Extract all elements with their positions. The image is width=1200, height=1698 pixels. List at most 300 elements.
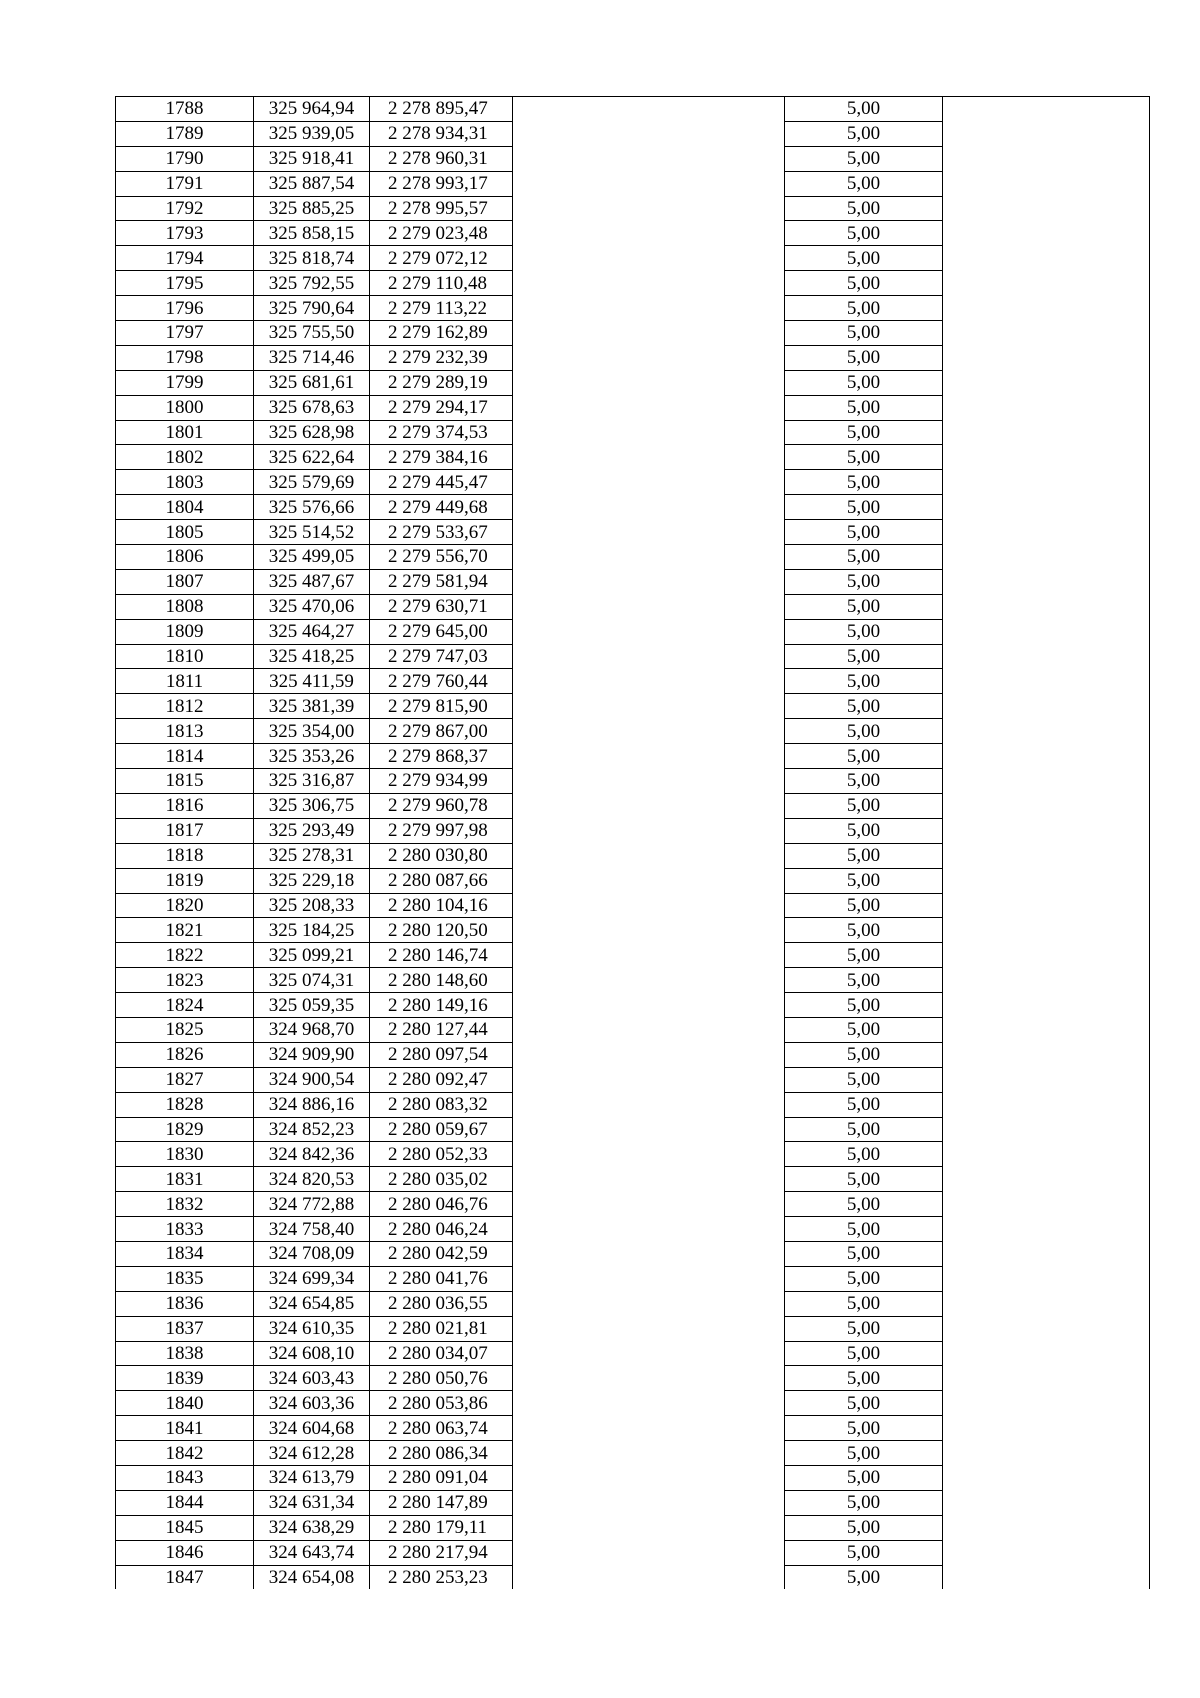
x-coordinate-cell: 324 603,36 xyxy=(254,1391,370,1416)
empty-cell xyxy=(943,918,1150,943)
x-coordinate-cell: 324 909,90 xyxy=(254,1042,370,1067)
point-number-cell: 1845 xyxy=(116,1515,254,1540)
empty-cell xyxy=(943,1142,1150,1167)
empty-cell xyxy=(943,97,1150,122)
table-row xyxy=(116,843,1150,868)
value-cell: 5,00 xyxy=(785,818,943,843)
table-row xyxy=(116,296,1150,321)
table-row xyxy=(116,1291,1150,1316)
empty-cell xyxy=(513,1465,785,1490)
empty-cell xyxy=(943,1291,1150,1316)
value-cell: 5,00 xyxy=(785,1192,943,1217)
empty-cell xyxy=(513,271,785,296)
point-number-cell: 1806 xyxy=(116,545,254,570)
point-number-cell: 1828 xyxy=(116,1092,254,1117)
empty-cell xyxy=(943,893,1150,918)
point-number-cell: 1796 xyxy=(116,296,254,321)
empty-cell xyxy=(943,1266,1150,1291)
y-coordinate-cell: 2 280 034,07 xyxy=(370,1341,513,1366)
y-coordinate-cell: 2 280 097,54 xyxy=(370,1042,513,1067)
empty-cell xyxy=(943,1316,1150,1341)
y-coordinate-cell: 2 280 035,02 xyxy=(370,1167,513,1192)
value-cell: 5,00 xyxy=(785,1167,943,1192)
y-coordinate-cell: 2 280 120,50 xyxy=(370,918,513,943)
table-row xyxy=(116,520,1150,545)
empty-cell xyxy=(513,744,785,769)
value-cell: 5,00 xyxy=(785,1217,943,1242)
x-coordinate-cell: 324 968,70 xyxy=(254,1017,370,1042)
y-coordinate-cell: 2 279 384,16 xyxy=(370,445,513,470)
y-coordinate-cell: 2 280 083,32 xyxy=(370,1092,513,1117)
empty-cell xyxy=(513,1565,785,1589)
value-cell: 5,00 xyxy=(785,545,943,570)
empty-cell xyxy=(943,520,1150,545)
empty-cell xyxy=(513,370,785,395)
table-row xyxy=(116,246,1150,271)
table-row xyxy=(116,1092,1150,1117)
empty-cell xyxy=(513,569,785,594)
empty-cell xyxy=(943,719,1150,744)
value-cell: 5,00 xyxy=(785,271,943,296)
empty-cell xyxy=(513,1515,785,1540)
table-row xyxy=(116,121,1150,146)
y-coordinate-cell: 2 280 092,47 xyxy=(370,1067,513,1092)
empty-cell xyxy=(513,1067,785,1092)
value-cell: 5,00 xyxy=(785,370,943,395)
table-row xyxy=(116,1465,1150,1490)
y-coordinate-cell: 2 279 581,94 xyxy=(370,569,513,594)
x-coordinate-cell: 324 603,43 xyxy=(254,1366,370,1391)
point-number-cell: 1838 xyxy=(116,1341,254,1366)
value-cell: 5,00 xyxy=(785,918,943,943)
x-coordinate-cell: 325 208,33 xyxy=(254,893,370,918)
y-coordinate-cell: 2 280 217,94 xyxy=(370,1540,513,1565)
value-cell: 5,00 xyxy=(785,843,943,868)
table-row xyxy=(116,146,1150,171)
x-coordinate-cell: 325 418,25 xyxy=(254,644,370,669)
empty-cell xyxy=(513,843,785,868)
value-cell: 5,00 xyxy=(785,171,943,196)
empty-cell xyxy=(943,1515,1150,1540)
y-coordinate-cell: 2 279 815,90 xyxy=(370,694,513,719)
empty-cell xyxy=(943,1366,1150,1391)
table-row xyxy=(116,370,1150,395)
empty-cell xyxy=(943,1192,1150,1217)
point-number-cell: 1815 xyxy=(116,769,254,794)
value-cell: 5,00 xyxy=(785,1266,943,1291)
empty-cell xyxy=(513,1540,785,1565)
value-cell: 5,00 xyxy=(785,569,943,594)
point-number-cell: 1831 xyxy=(116,1167,254,1192)
empty-cell xyxy=(943,1465,1150,1490)
point-number-cell: 1803 xyxy=(116,470,254,495)
empty-cell xyxy=(943,694,1150,719)
empty-cell xyxy=(943,1017,1150,1042)
point-number-cell: 1800 xyxy=(116,395,254,420)
empty-cell xyxy=(513,196,785,221)
point-number-cell: 1833 xyxy=(116,1217,254,1242)
x-coordinate-cell: 325 464,27 xyxy=(254,619,370,644)
point-number-cell: 1813 xyxy=(116,719,254,744)
y-coordinate-cell: 2 279 294,17 xyxy=(370,395,513,420)
point-number-cell: 1826 xyxy=(116,1042,254,1067)
value-cell: 5,00 xyxy=(785,993,943,1018)
empty-cell xyxy=(513,1291,785,1316)
empty-cell xyxy=(943,669,1150,694)
x-coordinate-cell: 324 638,29 xyxy=(254,1515,370,1540)
value-cell: 5,00 xyxy=(785,196,943,221)
empty-cell xyxy=(943,1391,1150,1416)
x-coordinate-cell: 325 918,41 xyxy=(254,146,370,171)
empty-cell xyxy=(513,1142,785,1167)
empty-cell xyxy=(943,1241,1150,1266)
x-coordinate-cell: 325 293,49 xyxy=(254,818,370,843)
point-number-cell: 1792 xyxy=(116,196,254,221)
point-number-cell: 1799 xyxy=(116,370,254,395)
empty-cell xyxy=(943,395,1150,420)
table-row xyxy=(116,1217,1150,1242)
value-cell: 5,00 xyxy=(785,1341,943,1366)
x-coordinate-cell: 324 900,54 xyxy=(254,1067,370,1092)
y-coordinate-cell: 2 279 747,03 xyxy=(370,644,513,669)
empty-cell xyxy=(513,719,785,744)
y-coordinate-cell: 2 279 232,39 xyxy=(370,345,513,370)
empty-cell xyxy=(943,569,1150,594)
y-coordinate-cell: 2 280 253,23 xyxy=(370,1565,513,1589)
value-cell: 5,00 xyxy=(785,1117,943,1142)
empty-cell xyxy=(513,1241,785,1266)
empty-cell xyxy=(513,1117,785,1142)
table-row xyxy=(116,171,1150,196)
table-row xyxy=(116,445,1150,470)
point-number-cell: 1830 xyxy=(116,1142,254,1167)
table-row xyxy=(116,470,1150,495)
value-cell: 5,00 xyxy=(785,1092,943,1117)
value-cell: 5,00 xyxy=(785,445,943,470)
x-coordinate-cell: 325 306,75 xyxy=(254,793,370,818)
x-coordinate-cell: 324 613,79 xyxy=(254,1465,370,1490)
empty-cell xyxy=(513,943,785,968)
y-coordinate-cell: 2 280 030,80 xyxy=(370,843,513,868)
table-row xyxy=(116,993,1150,1018)
empty-cell xyxy=(513,644,785,669)
table-row xyxy=(116,569,1150,594)
value-cell: 5,00 xyxy=(785,395,943,420)
point-number-cell: 1846 xyxy=(116,1540,254,1565)
empty-cell xyxy=(943,246,1150,271)
value-cell: 5,00 xyxy=(785,321,943,346)
empty-cell xyxy=(943,370,1150,395)
y-coordinate-cell: 2 278 934,31 xyxy=(370,121,513,146)
value-cell: 5,00 xyxy=(785,1241,943,1266)
empty-cell xyxy=(943,619,1150,644)
value-cell: 5,00 xyxy=(785,1465,943,1490)
value-cell: 5,00 xyxy=(785,719,943,744)
empty-cell xyxy=(943,296,1150,321)
point-number-cell: 1789 xyxy=(116,121,254,146)
y-coordinate-cell: 2 280 042,59 xyxy=(370,1241,513,1266)
y-coordinate-cell: 2 279 934,99 xyxy=(370,769,513,794)
x-coordinate-cell: 325 184,25 xyxy=(254,918,370,943)
value-cell: 5,00 xyxy=(785,1366,943,1391)
empty-cell xyxy=(943,121,1150,146)
point-number-cell: 1823 xyxy=(116,968,254,993)
x-coordinate-cell: 324 654,85 xyxy=(254,1291,370,1316)
empty-cell xyxy=(513,1192,785,1217)
empty-cell xyxy=(513,1217,785,1242)
point-number-cell: 1844 xyxy=(116,1490,254,1515)
point-number-cell: 1793 xyxy=(116,221,254,246)
table-row xyxy=(116,594,1150,619)
x-coordinate-cell: 325 628,98 xyxy=(254,420,370,445)
empty-cell xyxy=(513,97,785,122)
point-number-cell: 1821 xyxy=(116,918,254,943)
table-row xyxy=(116,1490,1150,1515)
value-cell: 5,00 xyxy=(785,296,943,321)
y-coordinate-cell: 2 280 127,44 xyxy=(370,1017,513,1042)
table-row xyxy=(116,619,1150,644)
value-cell: 5,00 xyxy=(785,1391,943,1416)
x-coordinate-cell: 325 316,87 xyxy=(254,769,370,794)
empty-cell xyxy=(943,769,1150,794)
table-row xyxy=(116,1366,1150,1391)
empty-cell xyxy=(943,993,1150,1018)
empty-cell xyxy=(943,1092,1150,1117)
y-coordinate-cell: 2 279 533,67 xyxy=(370,520,513,545)
y-coordinate-cell: 2 279 110,48 xyxy=(370,271,513,296)
value-cell: 5,00 xyxy=(785,1042,943,1067)
value-cell: 5,00 xyxy=(785,345,943,370)
table-row xyxy=(116,1017,1150,1042)
table-row xyxy=(116,97,1150,122)
point-number-cell: 1834 xyxy=(116,1241,254,1266)
y-coordinate-cell: 2 279 289,19 xyxy=(370,370,513,395)
empty-cell xyxy=(513,694,785,719)
table-row xyxy=(116,793,1150,818)
table-row xyxy=(116,1540,1150,1565)
table-row xyxy=(116,420,1150,445)
point-number-cell: 1794 xyxy=(116,246,254,271)
point-number-cell: 1837 xyxy=(116,1316,254,1341)
table-row xyxy=(116,1142,1150,1167)
x-coordinate-cell: 325 790,64 xyxy=(254,296,370,321)
value-cell: 5,00 xyxy=(785,495,943,520)
value-cell: 5,00 xyxy=(785,669,943,694)
empty-cell xyxy=(943,345,1150,370)
point-number-cell: 1827 xyxy=(116,1067,254,1092)
table-row xyxy=(116,818,1150,843)
empty-cell xyxy=(943,644,1150,669)
empty-cell xyxy=(943,843,1150,868)
value-cell: 5,00 xyxy=(785,121,943,146)
x-coordinate-cell: 325 411,59 xyxy=(254,669,370,694)
value-cell: 5,00 xyxy=(785,97,943,122)
value-cell: 5,00 xyxy=(785,1515,943,1540)
x-coordinate-cell: 325 622,64 xyxy=(254,445,370,470)
point-number-cell: 1843 xyxy=(116,1465,254,1490)
empty-cell xyxy=(513,470,785,495)
table-row xyxy=(116,1391,1150,1416)
empty-cell xyxy=(943,744,1150,769)
value-cell: 5,00 xyxy=(785,769,943,794)
x-coordinate-cell: 324 608,10 xyxy=(254,1341,370,1366)
table-row xyxy=(116,1117,1150,1142)
point-number-cell: 1820 xyxy=(116,893,254,918)
x-coordinate-cell: 324 820,53 xyxy=(254,1167,370,1192)
empty-cell xyxy=(943,545,1150,570)
y-coordinate-cell: 2 278 960,31 xyxy=(370,146,513,171)
empty-cell xyxy=(513,1266,785,1291)
y-coordinate-cell: 2 280 104,16 xyxy=(370,893,513,918)
value-cell: 5,00 xyxy=(785,594,943,619)
empty-cell xyxy=(513,321,785,346)
empty-cell xyxy=(943,221,1150,246)
y-coordinate-cell: 2 279 072,12 xyxy=(370,246,513,271)
table-row xyxy=(116,968,1150,993)
y-coordinate-cell: 2 279 997,98 xyxy=(370,818,513,843)
x-coordinate-cell: 324 758,40 xyxy=(254,1217,370,1242)
value-cell: 5,00 xyxy=(785,968,943,993)
point-number-cell: 1811 xyxy=(116,669,254,694)
table-row xyxy=(116,271,1150,296)
x-coordinate-cell: 325 099,21 xyxy=(254,943,370,968)
y-coordinate-cell: 2 279 556,70 xyxy=(370,545,513,570)
point-number-cell: 1810 xyxy=(116,644,254,669)
empty-cell xyxy=(943,968,1150,993)
point-number-cell: 1839 xyxy=(116,1366,254,1391)
table-row xyxy=(116,1241,1150,1266)
y-coordinate-cell: 2 279 867,00 xyxy=(370,719,513,744)
empty-cell xyxy=(943,1416,1150,1441)
x-coordinate-cell: 324 631,34 xyxy=(254,1490,370,1515)
x-coordinate-cell: 324 604,68 xyxy=(254,1416,370,1441)
x-coordinate-cell: 325 887,54 xyxy=(254,171,370,196)
value-cell: 5,00 xyxy=(785,1565,943,1589)
value-cell: 5,00 xyxy=(785,1017,943,1042)
empty-cell xyxy=(943,1167,1150,1192)
point-number-cell: 1816 xyxy=(116,793,254,818)
table-row xyxy=(116,1441,1150,1466)
y-coordinate-cell: 2 280 147,89 xyxy=(370,1490,513,1515)
value-cell: 5,00 xyxy=(785,868,943,893)
empty-cell xyxy=(943,470,1150,495)
y-coordinate-cell: 2 278 895,47 xyxy=(370,97,513,122)
x-coordinate-cell: 325 858,15 xyxy=(254,221,370,246)
empty-cell xyxy=(513,1316,785,1341)
point-number-cell: 1832 xyxy=(116,1192,254,1217)
empty-cell xyxy=(943,594,1150,619)
y-coordinate-cell: 2 280 036,55 xyxy=(370,1291,513,1316)
table-row xyxy=(116,769,1150,794)
point-number-cell: 1808 xyxy=(116,594,254,619)
y-coordinate-cell: 2 279 162,89 xyxy=(370,321,513,346)
empty-cell xyxy=(513,1416,785,1441)
x-coordinate-cell: 324 699,34 xyxy=(254,1266,370,1291)
x-coordinate-cell: 325 229,18 xyxy=(254,868,370,893)
coordinates-table-body xyxy=(116,97,1150,1590)
value-cell: 5,00 xyxy=(785,246,943,271)
empty-cell xyxy=(513,445,785,470)
point-number-cell: 1840 xyxy=(116,1391,254,1416)
value-cell: 5,00 xyxy=(785,644,943,669)
point-number-cell: 1814 xyxy=(116,744,254,769)
y-coordinate-cell: 2 280 053,86 xyxy=(370,1391,513,1416)
table-row xyxy=(116,893,1150,918)
empty-cell xyxy=(513,993,785,1018)
table-row xyxy=(116,1341,1150,1366)
point-number-cell: 1812 xyxy=(116,694,254,719)
x-coordinate-cell: 325 487,67 xyxy=(254,569,370,594)
empty-cell xyxy=(513,545,785,570)
y-coordinate-cell: 2 280 059,67 xyxy=(370,1117,513,1142)
value-cell: 5,00 xyxy=(785,793,943,818)
table-row xyxy=(116,495,1150,520)
table-row xyxy=(116,1067,1150,1092)
y-coordinate-cell: 2 280 041,76 xyxy=(370,1266,513,1291)
empty-cell xyxy=(943,420,1150,445)
empty-cell xyxy=(513,868,785,893)
x-coordinate-cell: 325 885,25 xyxy=(254,196,370,221)
table-row xyxy=(116,669,1150,694)
y-coordinate-cell: 2 279 113,22 xyxy=(370,296,513,321)
point-number-cell: 1824 xyxy=(116,993,254,1018)
y-coordinate-cell: 2 280 052,33 xyxy=(370,1142,513,1167)
empty-cell xyxy=(943,146,1150,171)
table-row xyxy=(116,744,1150,769)
table-row xyxy=(116,694,1150,719)
empty-cell xyxy=(513,1366,785,1391)
point-number-cell: 1801 xyxy=(116,420,254,445)
empty-cell xyxy=(943,1067,1150,1092)
y-coordinate-cell: 2 280 146,74 xyxy=(370,943,513,968)
empty-cell xyxy=(513,893,785,918)
table-row xyxy=(116,1167,1150,1192)
empty-cell xyxy=(943,818,1150,843)
y-coordinate-cell: 2 280 091,04 xyxy=(370,1465,513,1490)
point-number-cell: 1795 xyxy=(116,271,254,296)
table-row xyxy=(116,345,1150,370)
empty-cell xyxy=(513,121,785,146)
y-coordinate-cell: 2 279 023,48 xyxy=(370,221,513,246)
x-coordinate-cell: 324 708,09 xyxy=(254,1241,370,1266)
empty-cell xyxy=(513,594,785,619)
table-row xyxy=(116,321,1150,346)
value-cell: 5,00 xyxy=(785,1490,943,1515)
point-number-cell: 1829 xyxy=(116,1117,254,1142)
point-number-cell: 1847 xyxy=(116,1565,254,1589)
empty-cell xyxy=(943,321,1150,346)
point-number-cell: 1802 xyxy=(116,445,254,470)
table-row xyxy=(116,943,1150,968)
empty-cell xyxy=(943,1217,1150,1242)
point-number-cell: 1805 xyxy=(116,520,254,545)
value-cell: 5,00 xyxy=(785,470,943,495)
point-number-cell: 1797 xyxy=(116,321,254,346)
value-cell: 5,00 xyxy=(785,1316,943,1341)
table-row xyxy=(116,395,1150,420)
empty-cell xyxy=(943,445,1150,470)
x-coordinate-cell: 324 654,08 xyxy=(254,1565,370,1589)
empty-cell xyxy=(513,1341,785,1366)
y-coordinate-cell: 2 280 148,60 xyxy=(370,968,513,993)
point-number-cell: 1790 xyxy=(116,146,254,171)
x-coordinate-cell: 325 755,50 xyxy=(254,321,370,346)
table-row xyxy=(116,1316,1150,1341)
x-coordinate-cell: 325 074,31 xyxy=(254,968,370,993)
empty-cell xyxy=(513,1391,785,1416)
x-coordinate-cell: 325 499,05 xyxy=(254,545,370,570)
empty-cell xyxy=(513,1042,785,1067)
